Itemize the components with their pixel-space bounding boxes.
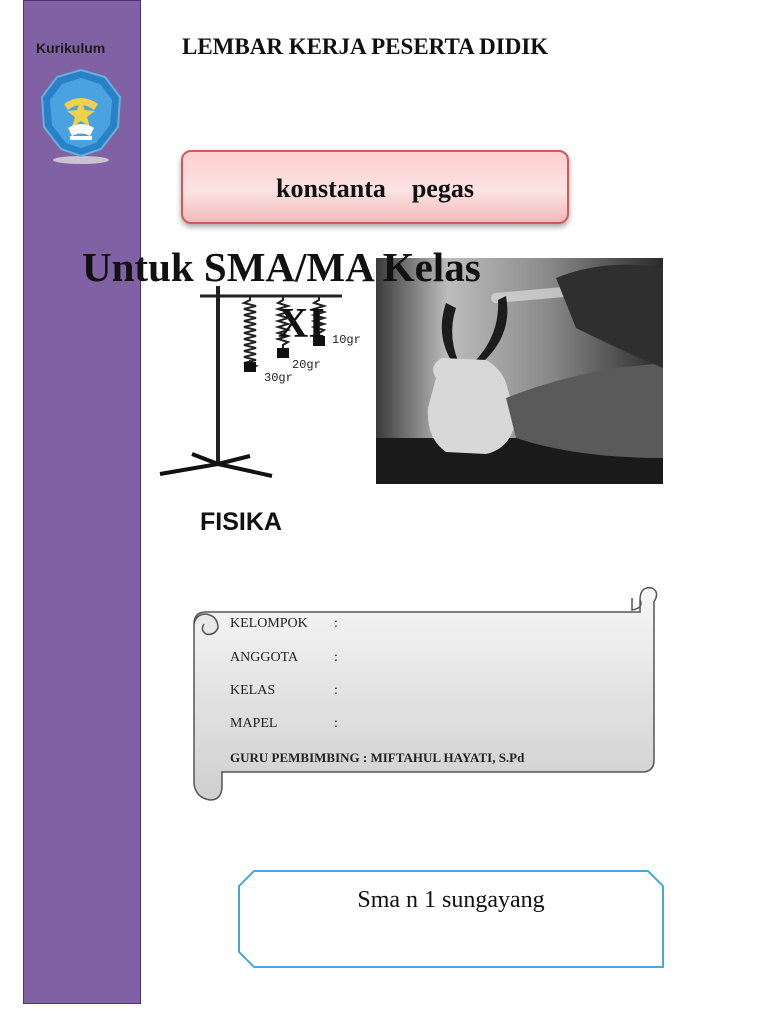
document-title: LEMBAR KERJA PESERTA DIDIK [182, 34, 549, 59]
weight-label: 10gr [332, 333, 361, 347]
weight-label: 30gr [264, 371, 293, 385]
spring-weights-illustration [152, 276, 382, 481]
field-colon: : [334, 650, 338, 665]
school-name-box [238, 870, 664, 968]
class-heading: Untuk SMA/MA Kelas [82, 244, 481, 290]
field-colon: : [334, 683, 338, 698]
field-label: MAPEL [230, 716, 278, 731]
school-name: Sma n 1 sungayang [357, 887, 545, 913]
field-label: ANGGOTA [230, 650, 299, 665]
class-number: XI [278, 301, 325, 347]
teacher-line: GURU PEMBIMBING : MIFTAHUL HAYATI, S.Pd [230, 750, 525, 765]
slingshot-photo [376, 258, 663, 484]
subject-label: FISIKA [200, 508, 282, 536]
field-colon: : [334, 616, 338, 631]
field-label: KELOMPOK [230, 616, 308, 631]
field-colon: : [334, 716, 338, 731]
topic-title: konstanta pegas [276, 174, 474, 203]
topic-banner [181, 150, 569, 224]
field-label: KELAS [230, 683, 276, 698]
kurikulum-label: Kurikulum [36, 40, 106, 56]
weight-label: 20gr [292, 358, 321, 372]
tut-wuri-handayani-logo [34, 64, 128, 164]
